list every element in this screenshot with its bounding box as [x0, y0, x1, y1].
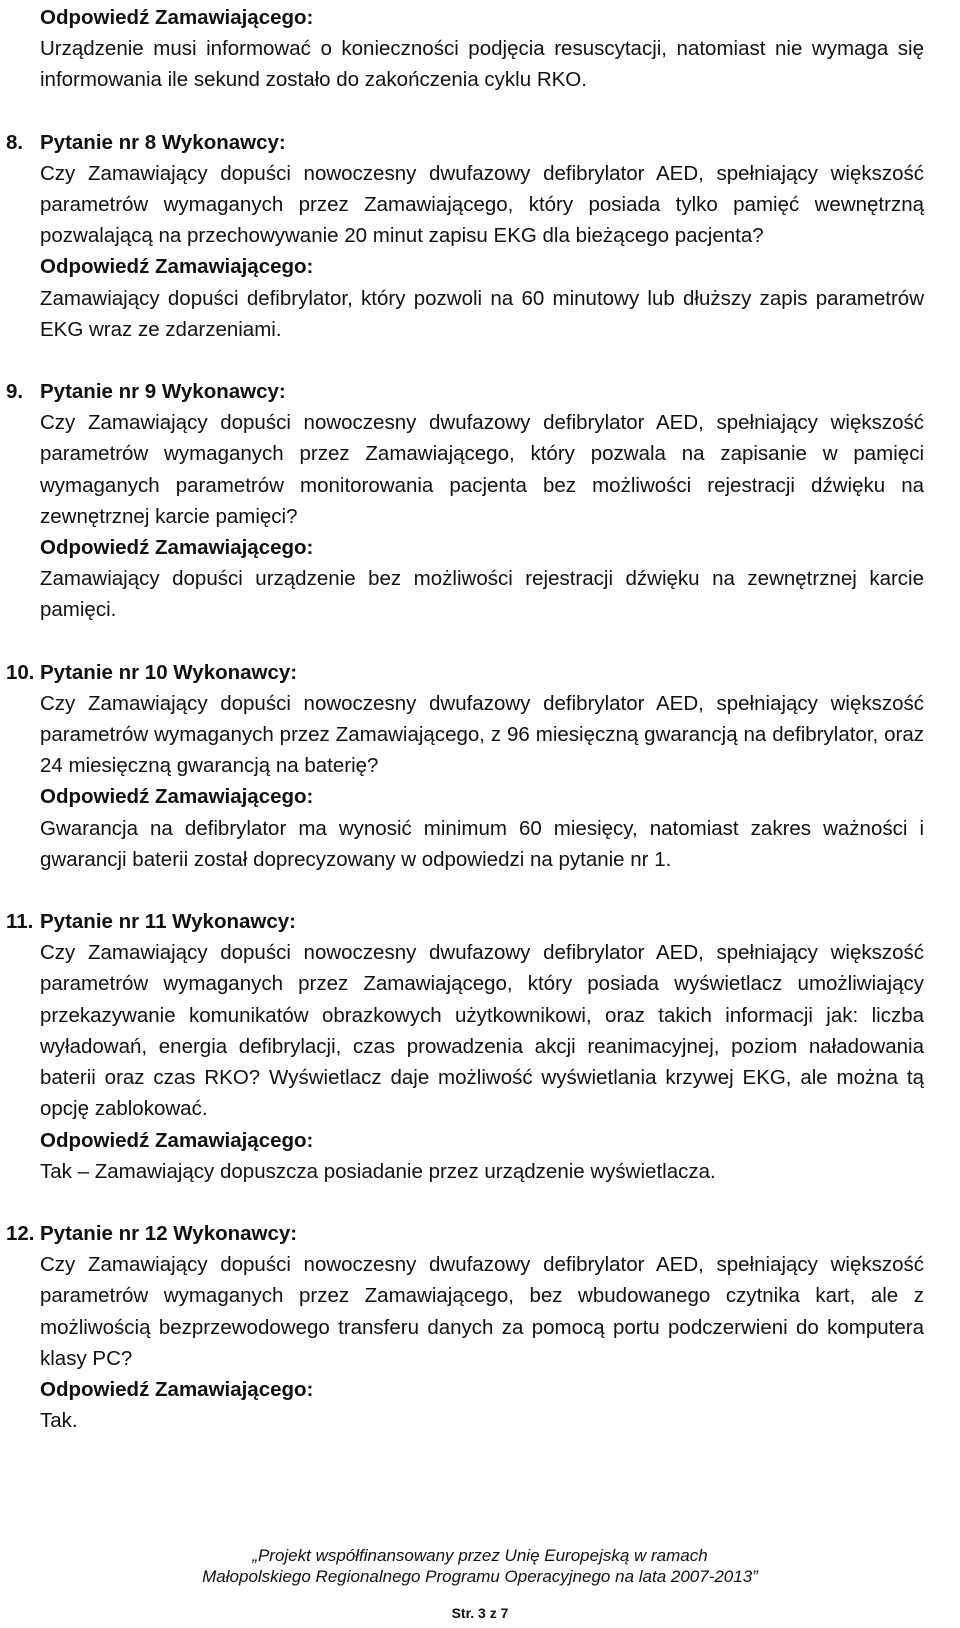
question-number: 11.: [6, 910, 34, 934]
question-text: Czy Zamawiający dopuści nowoczesny dwufazowy defibrylator AED, spełniający większość parametrów wymaganych przez Zamawiającego, z 96 miesięczną gwarancją na defibrylator, oraz 24 miesięczną gwarancją na baterię?: [40, 691, 924, 778]
answer-heading: Odpowiedź Zamawiającego:: [40, 255, 314, 279]
answer-text: Zamawiający dopuści defibrylator, który pozwoli na 60 minutowy lub dłuższy zapis parametrów EKG wraz ze zdarzeniami.: [40, 286, 924, 341]
question-section-10: [6, 657, 924, 875]
question-number: 10.: [6, 660, 35, 684]
question-section-8: [6, 127, 924, 345]
question-number: 9.: [6, 380, 24, 404]
question-title: Pytanie nr 11 Wykonawcy:: [40, 910, 296, 934]
question-text: Czy Zamawiający dopuści nowoczesny dwufazowy defibrylator AED, spełniający większość parametrów wymaganych przez Zamawiającego, który posiada wyświetlacz umożliwiający przekazywanie komunikatów obrazkowych użytkownikowi, oraz takich informacji jak: liczba wyładowań, energia defibrylacji, czas prowadzenia akcji reanimacyjnej, poziom naładowania baterii oraz czas RKO? Wyświetlacz daje możliwość wyświetlania krzywej EKG, ale można tą opcję zablokować.: [40, 941, 924, 1121]
question-text: Czy Zamawiający dopuści nowoczesny dwufazowy defibrylator AED, spełniający większość parametrów wymaganych przez Zamawiającego, który posiada tylko pamięć wewnętrzną pozwalającą na przechowywanie 20 minut zapisu EKG dla bieżącego pacjenta?: [40, 161, 924, 248]
answer-text: Zamawiający dopuści urządzenie bez możliwości rejestracji dźwięku na zewnętrznej karcie pamięci.: [40, 567, 924, 622]
answer-heading: Odpowiedź Zamawiającego:: [40, 1128, 314, 1152]
answer-text: Tak.: [40, 1409, 78, 1433]
answer-text: Urządzenie musi informować o konieczności podjęcia resuscytacji, natomiast nie wymaga się informowania ile sekund zostało do zakończenia cyklu RKO.: [40, 37, 924, 92]
question-title: Pytanie nr 9 Wykonawcy:: [40, 380, 286, 404]
document-body: [6, 2, 924, 1436]
question-number: 12.: [6, 1221, 35, 1245]
question-title: Pytanie nr 12 Wykonawcy:: [40, 1221, 298, 1245]
answer-text: Tak – Zamawiający dopuszcza posiadanie przez urządzenie wyświetlacza.: [40, 1159, 716, 1183]
page-number: Str. 3 z 7: [451, 1605, 509, 1621]
footer-line-1: „Projekt współfinansowany przez Unię Europejską w ramach: [252, 1546, 708, 1565]
question-section-11: [6, 906, 924, 1187]
question-number: 8.: [6, 130, 24, 154]
answer-heading: Odpowiedź Zamawiającego:: [40, 1377, 314, 1401]
answer-text: Gwarancja na defibrylator ma wynosić minimum 60 miesięcy, natomiast zakres ważności i gwarancji baterii został doprecyzowany w odpowiedzi na pytanie nr 1.: [40, 816, 924, 871]
answer-heading: Odpowiedź Zamawiającego:: [40, 536, 314, 560]
question-text: Czy Zamawiający dopuści nowoczesny dwufazowy defibrylator AED, spełniający większość parametrów wymaganych przez Zamawiającego, bez wbudowanego czytnika kart, ale z możliwością bezprzewodowego transferu danych za pomocą portu podczerwieni do komputera klasy PC?: [40, 1253, 924, 1370]
question-section-9: [6, 376, 924, 626]
answer-heading: Odpowiedź Zamawiającego:: [40, 785, 314, 809]
question-title: Pytanie nr 10 Wykonawcy:: [40, 660, 298, 684]
footer-line-2: Małopolskiego Regionalnego Programu Operacyjnego na lata 2007-2013”: [202, 1567, 758, 1586]
question-title: Pytanie nr 8 Wykonawcy:: [40, 130, 286, 154]
answer-heading: Odpowiedź Zamawiającego:: [40, 6, 314, 29]
intro-section: [40, 2, 924, 96]
question-section-12: [6, 1218, 924, 1436]
question-text: Czy Zamawiający dopuści nowoczesny dwufazowy defibrylator AED, spełniający większość parametrów wymaganych przez Zamawiającego, który pozwala na zapisanie w pamięci wymaganych parametrów monitorowania pacjenta bez możliwości rejestracji dźwięku na zewnętrznej karcie pamięci?: [40, 411, 924, 528]
